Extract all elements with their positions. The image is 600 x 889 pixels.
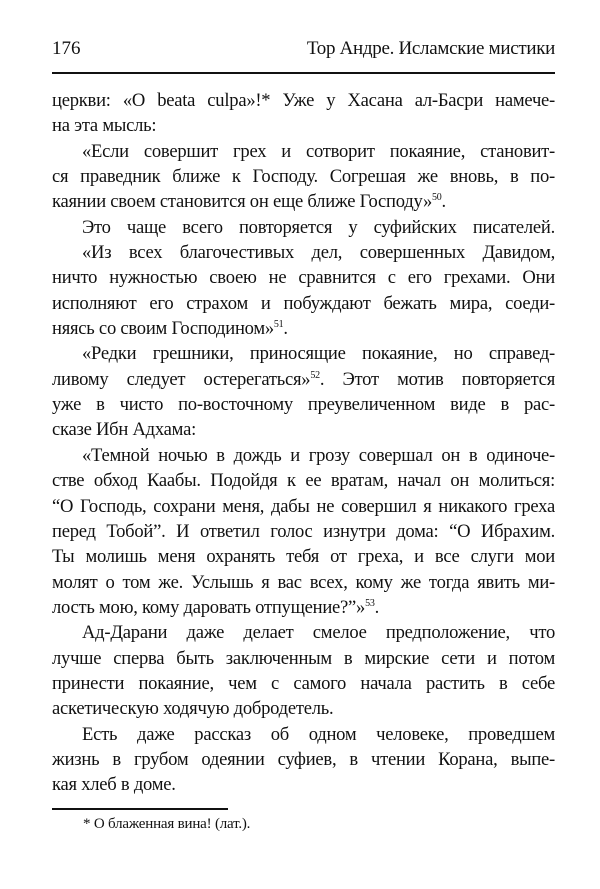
text-line <box>52 620 555 645</box>
text-line <box>52 215 555 240</box>
text-line <box>52 468 555 493</box>
text-line <box>52 189 555 214</box>
footnote-separator <box>52 808 228 810</box>
text-line <box>52 164 555 189</box>
line-text-after: . <box>374 596 380 618</box>
running-title: Тор Андре. Исламские мистики <box>306 38 555 59</box>
line-text: Это чаще всего повторяется у суфийских писателей. <box>82 216 555 238</box>
line-text: исполняют его страхом и побуждают бежать мира, соеди- <box>52 292 555 314</box>
line-text: лучше сперва быть заключенным в мирские сети и потом <box>52 647 555 669</box>
line-text: «Если совершит грех и сотворит покаяние, становит- <box>82 140 555 162</box>
line-text: «Темной ночью в дождь и грозу совершал он в одиноче- <box>82 444 555 466</box>
footnote-ref: 50 <box>432 192 442 204</box>
text-line <box>52 747 555 772</box>
running-header <box>52 38 555 66</box>
text-line <box>52 722 555 747</box>
line-text: перед Тобой”. И ответил голос изнутри дома: “О Ибрахим. <box>52 520 555 542</box>
footnote: * О блаженная вина! (лат.). <box>83 816 251 832</box>
line-text: «Редки грешники, приносящие покаяние, но справед- <box>82 343 555 365</box>
text-line <box>52 696 555 721</box>
text-line <box>52 519 555 544</box>
line-text: Есть даже рассказ об одном человеке, проведшем <box>82 723 555 745</box>
line-text: церкви: «O beata culpa»!* Уже у Хасана ал-Басри намече- <box>52 90 555 111</box>
text-line <box>52 417 555 442</box>
line-text: аскетическую ходячую добродетель. <box>52 698 334 720</box>
text-line <box>52 316 555 341</box>
line-text: Ты молишь меня охранять тебя от греха, и все слуги мои <box>52 546 555 568</box>
text-line <box>52 291 555 316</box>
line-text: ся праведник ближе к Господу. Согрешая же вновь, в по- <box>52 166 555 188</box>
line-text: ливому следует остерегаться» <box>52 368 311 390</box>
text-line <box>52 443 555 468</box>
line-text: каянии своем становится он еще ближе Господу» <box>52 191 432 213</box>
line-text: на эта мысль: <box>52 115 157 137</box>
text-line <box>52 646 555 671</box>
line-text-after: . <box>283 318 288 340</box>
line-text-after: . <box>441 191 446 213</box>
text-line <box>52 341 555 366</box>
text-line <box>52 265 555 290</box>
line-text: уже в чисто по-восточному преувеличенном виде в рас- <box>52 394 555 416</box>
line-text: ничто нужностью своею не сравнится с его грехами. Они <box>52 267 555 289</box>
text-line <box>52 392 555 417</box>
text-line <box>52 139 555 164</box>
line-text: “О Господь, сохрани меня, дабы не совершил я никакого греха <box>52 495 555 517</box>
text-line <box>52 240 555 265</box>
text-line <box>52 113 555 138</box>
line-text: лость мою, кому даровать отпущение?”» <box>52 596 366 618</box>
text-line <box>52 671 555 696</box>
text-line <box>52 595 555 620</box>
line-text: молят о том же. Услышь я вас всех, кому же тогда явить ми- <box>52 571 555 593</box>
line-text: стве обход Каабы. Подойдя к ее вратам, начал он молиться: <box>52 470 555 492</box>
text-line <box>52 772 555 797</box>
line-text: Ад-Дарани даже делает смелое предположение, что <box>82 622 555 644</box>
line-text: жизнь в грубом одеянии суфиев, в чтении Корана, выпе- <box>52 748 555 770</box>
line-text: няясь со своим Господином» <box>52 318 274 340</box>
header-rule <box>52 72 555 74</box>
text-line <box>52 367 555 392</box>
text-line <box>52 570 555 595</box>
line-text: принести покаяние, чем с самого начала растить в себе <box>52 672 555 694</box>
footnote-ref: 53 <box>365 597 375 609</box>
text-line <box>52 88 555 113</box>
page-number: 176 <box>52 38 81 59</box>
line-text-after: . Этот мотив повторяется <box>319 368 555 390</box>
line-text: кая хлеб в доме. <box>52 774 176 796</box>
text-line <box>52 544 555 569</box>
body-text <box>52 88 555 798</box>
line-text: «Из всех благочестивых дел, совершенных Давидом, <box>82 242 555 264</box>
line-text: сказе Ибн Адхама: <box>52 419 196 441</box>
footnote-ref: 51 <box>273 319 284 331</box>
text-line <box>52 494 555 519</box>
footnote-ref: 52 <box>310 369 320 381</box>
